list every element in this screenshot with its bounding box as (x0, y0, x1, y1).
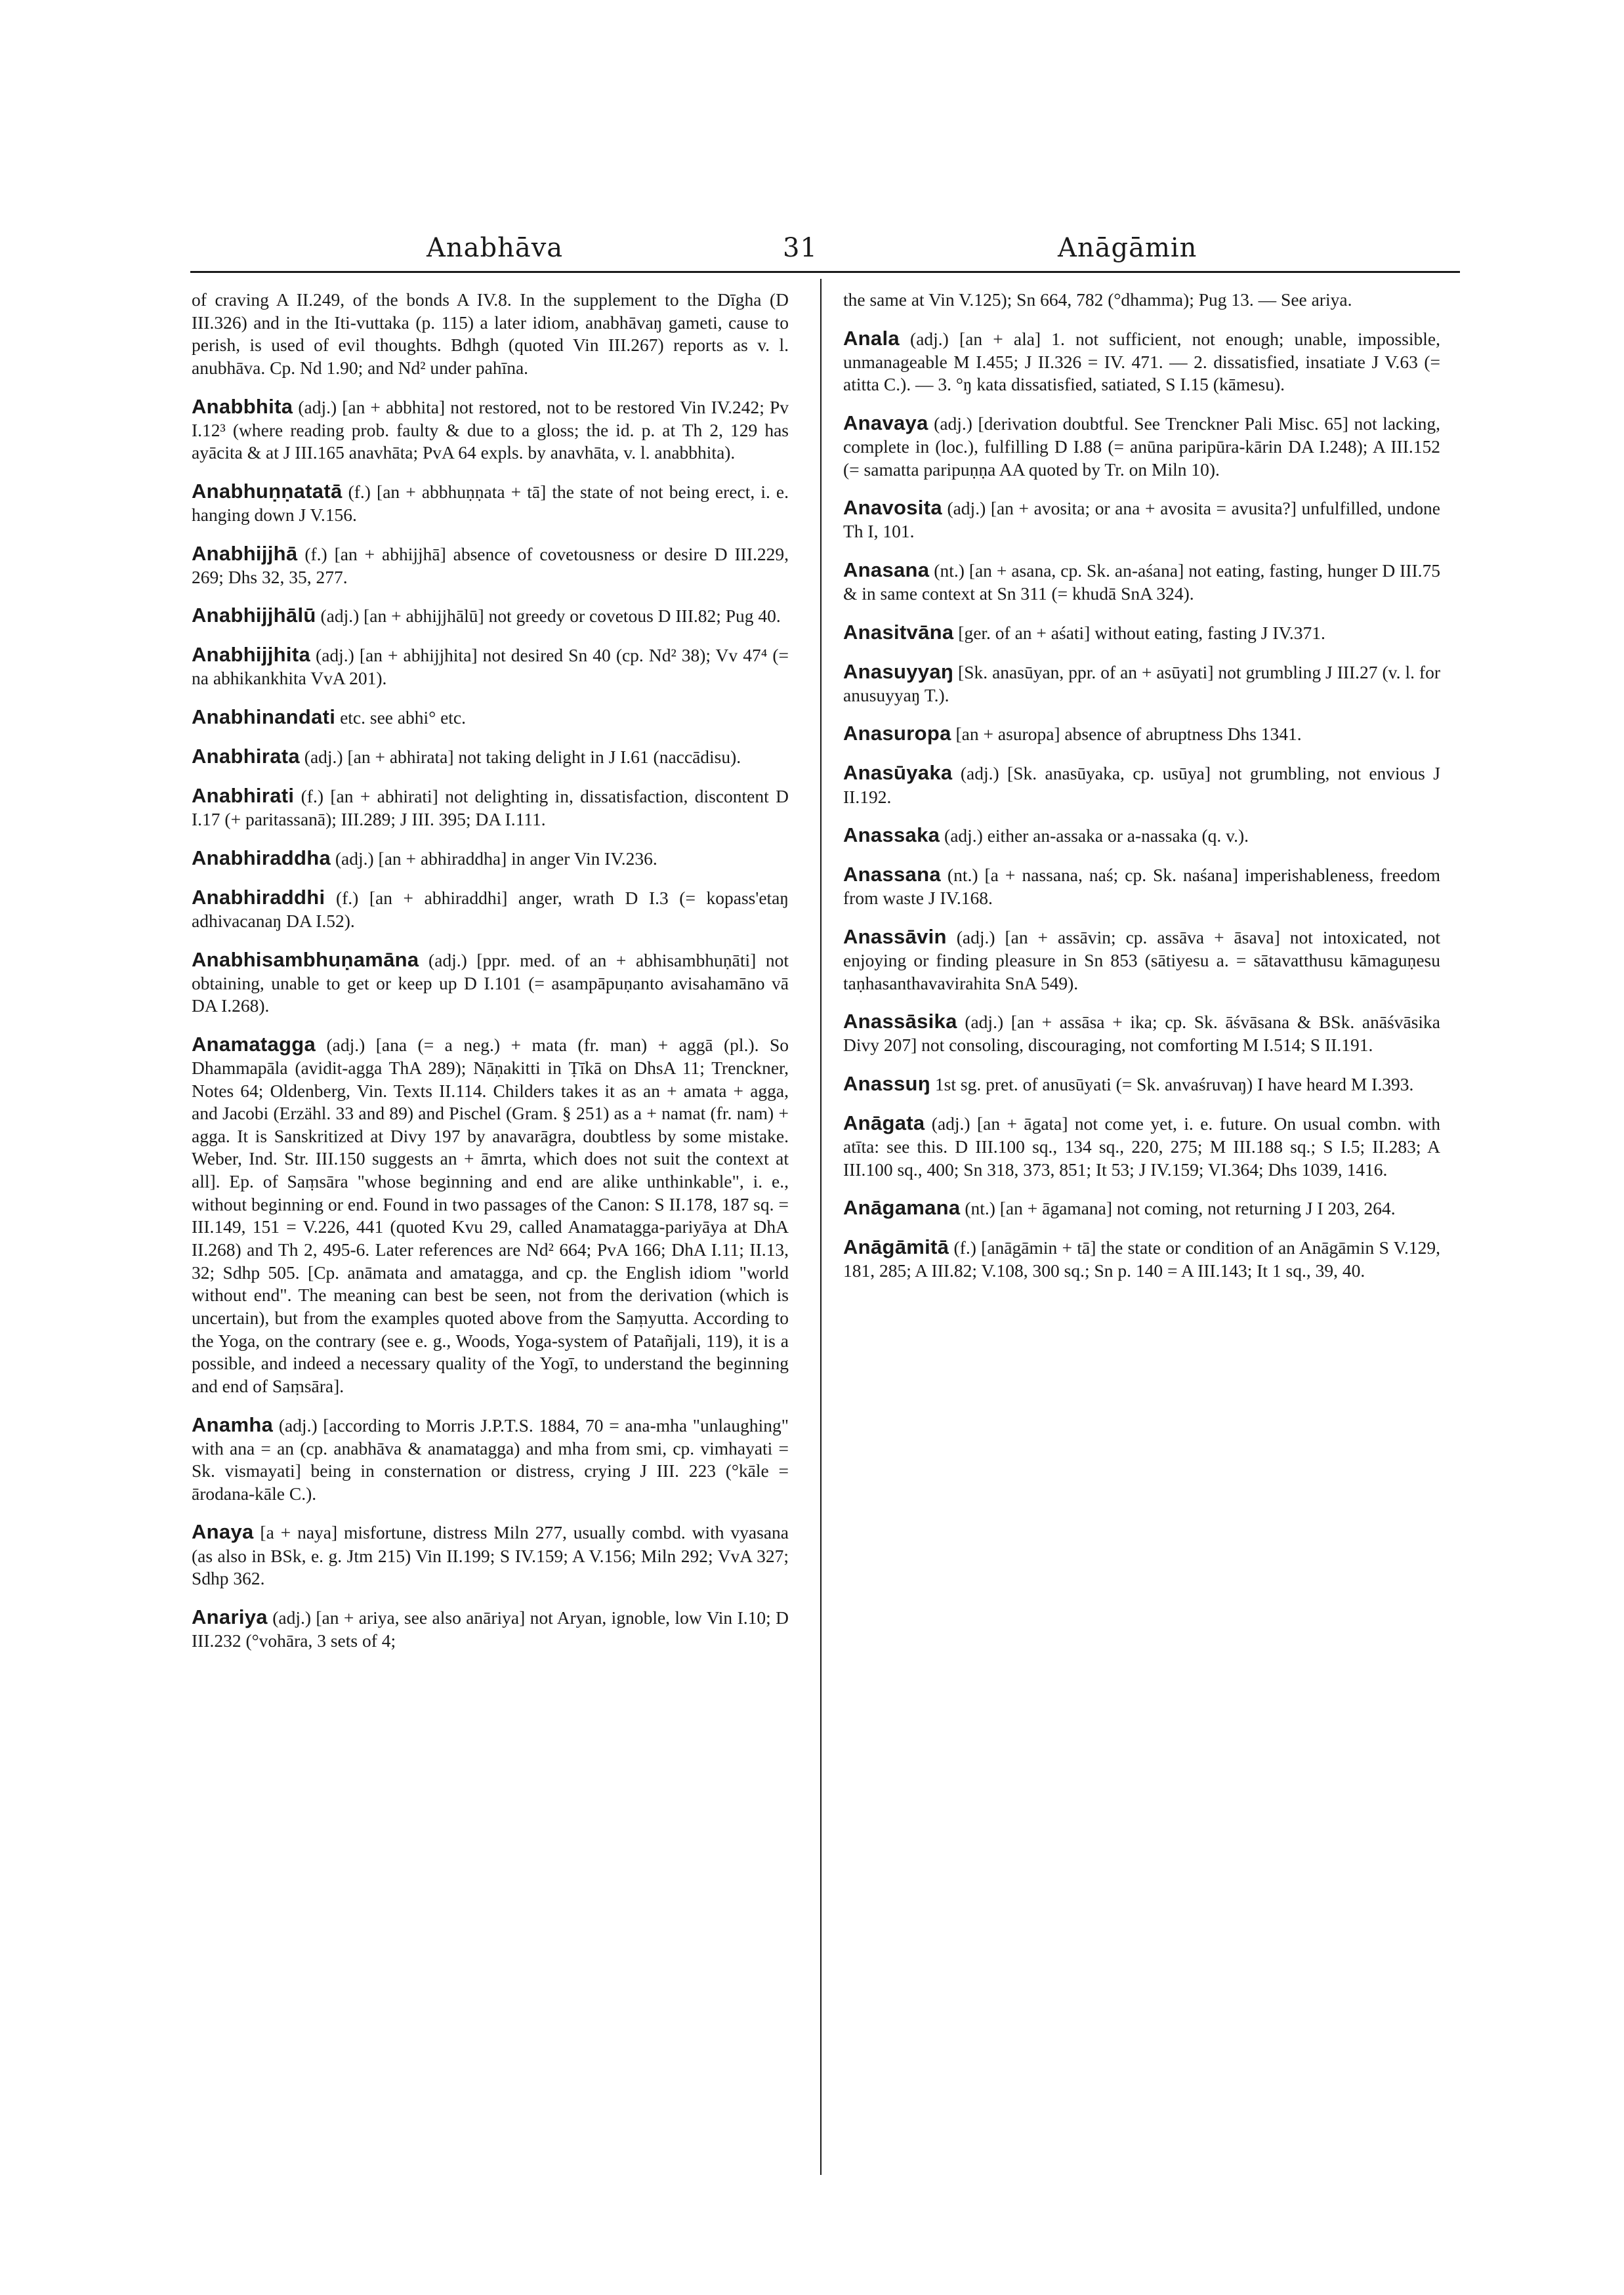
headword: Anala (843, 326, 900, 350)
left-column (192, 289, 789, 1666)
dictionary-entry (843, 495, 1440, 543)
dictionary-entry (192, 947, 789, 1018)
definition: (adj.) [ana (= a neg.) + mata (fr. man) + aggā (pl.). So Dhammapāla (avidit-agga ThA 289); Nāṇakitti in Ṭīkā on DhsA 11; Trenckner, Notes 64; Oldenberg, Vin. Texts II.114. Childers takes it as an + amata + agga, and Jacobi (Erzähl. 33 and 89) and Pischel (Gram. § 251) as a + namat (fr. nam) + agga. It is Sanskritized at Divy 197 by anavarāgra, doubtless by some mistake. Weber, Ind. Str. III.150 suggests an + āmrta, which does not suit the context at all]. Ep. of Saṃsāra "whose beginning and end are alike unthinkable", i. e., without beginning or end. Found in two passages of the Canon: S II.178, 187 sq. = III.149, 151 = V.226, 441 (quoted Kvu 29, called Anamatagga-pariyāya at DhA II.268) and Th 2, 495-6. Later references are Nd² 664; PvA 166; DhA I.11; II.13, 32; Sdhp 505. [Cp. anāmata and amatagga, and cp. the English idiom "world without end". The meaning can best be seen, not from the derivation (which is uncertain), but from the examples quoted above from the Saṃyutta. According to the Yoga, on the contrary (see e. g., Woods, Yoga-system of Patañjali, 119), it is a possible, and indeed a necessary quality of the Yogī, to understand the beginning and end of Saṃsāra]. (192, 1034, 789, 1396)
dictionary-entry (843, 410, 1440, 481)
dictionary-entry (843, 1195, 1440, 1220)
dictionary-entry (843, 619, 1440, 645)
headword: Anassana (843, 863, 941, 886)
definition: (adj.) [an + abhijjhita] not desired Sn 40 (cp. Nd² 38); Vv 47⁴ (= na abhikankhita VvA 201). (192, 645, 789, 689)
dictionary-entry (192, 1519, 789, 1590)
definition: (adj.) [an + avosita; or ana + avosita = avusita?] unfulfilled, undone Th I, 101. (843, 498, 1440, 542)
dictionary-entry (843, 1234, 1440, 1283)
definition: (adj.) [an + abhirata] not taking delight in J I.61 (naccādisu). (299, 747, 741, 768)
headword: Anabhiraddhi (192, 885, 325, 909)
dictionary-entry (192, 478, 789, 527)
headword: Anassaka (843, 823, 940, 847)
headword: Anamatagga (192, 1032, 316, 1056)
definition: (nt.) [an + āgamana] not coming, not returning J I 203, 264. (960, 1198, 1396, 1219)
dictionary-entry (192, 394, 789, 465)
continuation-text: the same at Vin V.125); Sn 664, 782 (°dhamma); Pug 13. — See ariya. (843, 289, 1352, 310)
headword: Anasūyaka (843, 761, 953, 785)
dictionary-entry (192, 704, 789, 730)
dictionary-entry (192, 1031, 789, 1398)
headword: Anabhinandati (192, 705, 336, 728)
dictionary-entry (843, 822, 1440, 848)
dictionary-entry (843, 557, 1440, 606)
dictionary-entry (192, 541, 789, 589)
dictionary-entry (192, 743, 789, 769)
definition: [Sk. anasūyan, ppr. of an + asūyati] not grumbling J III.27 (v. l. for anusuyyaŋ T.). (843, 661, 1440, 705)
definition: etc. see abhi° etc. (335, 707, 466, 728)
headword: Anariya (192, 1605, 268, 1628)
headword: Anasitvāna (843, 620, 954, 644)
column-divider (820, 279, 822, 2175)
dictionary-entry (843, 760, 1440, 808)
definition: 1st sg. pret. of anusūyati (= Sk. anvaśruvaŋ) I have heard M I.393. (930, 1073, 1414, 1094)
definition: (adj.) [an + abbhita] not restored, not to be restored Vin IV.242; Pv I.12³ (where reading prob. faulty & due to a gloss; the id. p. at Th 2, 129 has ayācita & at J III.165 anavhāta; PvA 64 expls. by anavhāta, v. l. anabbhita). (192, 396, 789, 463)
headword: Anassāvin (843, 924, 947, 948)
dictionary-entry (192, 1604, 789, 1653)
definition: (adj.) [an + abhiraddha] in anger Vin IV.236. (331, 848, 657, 869)
headword: Anāgata (843, 1111, 925, 1134)
definition: (adj.) [ppr. med. of an + abhisambhuṇāti] not obtaining, unable to get or keep up D I.101 (= asampāpuṇanto avisahamāno vā DA I.268). (192, 949, 789, 1016)
headword: Anamha (192, 1413, 274, 1436)
definition: (f.) [an + abbhuṇṇata + tā] the state of not being erect, i. e. hanging down J V.156. (192, 481, 789, 525)
headword: Anāgamana (843, 1196, 961, 1220)
page-number: 31 (783, 233, 818, 263)
dictionary-entry (843, 325, 1440, 396)
headword: Anaya (192, 1520, 254, 1544)
headword: Anasuyyaŋ (843, 659, 954, 683)
continuation-text: of craving A II.249, of the bonds A IV.8. In the supplement to the Dīgha (D III.326) and in the Iti-vuttaka (p. 115) a later idiom, anabhāvaŋ gameti, cause to perish, is used of evil thoughts. Bdhgh (quoted Vin III.267) reports as v. l. anubhāva. Cp. Nd 1.90; and Nd² under pahīna. (192, 289, 789, 378)
definition: (f.) [anāgāmin + tā] the state or condition of an Anāgāmin S V.129, 181, 285; A III.82; V.108, 300 sq.; Sn p. 140 = A III.143; It 1 sq., 39, 40. (843, 1237, 1440, 1281)
headword: Anabhijjhālū (192, 604, 316, 627)
definition: (adj.) [an + assāsa + ika; cp. Sk. āśvāsana & BSk. anāśvāsika Divy 207] not consoling, discouraging, not comforting M I.514; S II.191. (843, 1012, 1440, 1056)
headword: Anabhirati (192, 784, 295, 808)
headword: Anabhuṇṇatatā (192, 479, 343, 503)
headword: Anasuropa (843, 722, 951, 745)
definition: [a + naya] misfortune, distress Miln 277, usually combd. with vyasana (as also in BSk, e. g. Jtm 215) Vin II.199; S IV.159; A V.156; Miln 292; VvA 327; Sdhp 362. (192, 1522, 789, 1589)
dictionary-entry (192, 783, 789, 831)
headword: Anassuŋ (843, 1071, 931, 1095)
headword: Anassāsika (843, 1010, 957, 1033)
definition: (adj.) [an + āgata] not come yet, i. e. future. On usual combn. with atīta: see this. D III.100 sq., 134 sq., 220, 275; M III.188 sq.; S I.5; II.283; A III.100 sq., 400; Sn 318, 373, 851; It 53; J IV.159; VI.364; Dhs 1039, 1416. (843, 1113, 1440, 1180)
definition: (adj.) [an + ariya, see also anāriya] not Aryan, ignoble, low Vin I.10; D III.232 (°vohāra, 3 sets of 4; (192, 1607, 789, 1651)
dictionary-entry (192, 642, 789, 690)
definition: (f.) [an + abhirati] not delighting in, dissatisfaction, discontent D I.17 (+ paritassanā); III.289; J III. 395; DA I.111. (192, 786, 789, 830)
definition: (f.) [an + abhiraddhi] anger, wrath D I.3 (= kopass'etaŋ adhivacanaŋ DA I.52). (192, 887, 789, 931)
definition: (nt.) [a + nassana, naś; cp. Sk. naśana] imperishableness, freedom from waste J IV.168. (843, 865, 1440, 909)
definition: (adj.) [an + assāvin; cp. assāva + āsava] not intoxicated, not enjoying or finding pleasure in Sn 853 (sātiyesu a. = sātavatthusu kāmaguṇesu taṇhasanthavavirahita SnA 549). (843, 926, 1440, 993)
dictionary-entry (843, 1110, 1440, 1181)
definition: (adj.) [Sk. anasūyaka, cp. usūya] not grumbling, not envious J II.192. (843, 763, 1440, 807)
dictionary-entry (843, 861, 1440, 910)
dictionary-entry (843, 720, 1440, 746)
dictionary-entry (192, 845, 789, 871)
headword: Anabhirata (192, 745, 300, 768)
definition: (adj.) either an-assaka or a-nassaka (q. v.). (940, 825, 1249, 846)
headword: Anabhijjhā (192, 541, 298, 565)
headword: Anavosita (843, 496, 942, 520)
right-column (843, 289, 1440, 1296)
headword: Anasana (843, 558, 930, 581)
definition: (f.) [an + abhijjhā] absence of covetousness or desire D III.229, 269; Dhs 32, 35, 277. (192, 543, 789, 587)
definition: [an + asuropa] absence of abruptness Dhs 1341. (951, 724, 1302, 745)
dictionary-entry (192, 602, 789, 628)
dictionary-entry (843, 924, 1440, 995)
header-rule (190, 271, 1460, 273)
definition: (adj.) [an + ala] 1. not sufficient, not enough; unable, impossible, unmanageable M I.455; J II.326 = IV. 471. — 2. dissatisfied, insatiate J V.63 (= atitta C.). — 3. °ŋ kata dissatisfied, satiated, S I.15 (kāmesu). (843, 328, 1440, 395)
dictionary-entry (192, 884, 789, 933)
headword: Anabhijjhita (192, 643, 310, 667)
definition: (adj.) [derivation doubtful. See Trenckner Pali Misc. 65] not lacking, complete in (loc.), fulfilling D I.88 (= anūna paripūra-kārin DA I.248); A III.152 (= samatta paripuṇṇa AA quoted by Tr. on Miln 10). (843, 413, 1440, 480)
headword: Anabhiraddha (192, 846, 331, 869)
definition: (adj.) [an + abhijjhālū] not greedy or covetous D III.82; Pug 40. (316, 606, 781, 627)
dictionary-entry (843, 1071, 1440, 1096)
headword: Anāgāmitā (843, 1235, 949, 1259)
dictionary-entry (843, 1008, 1440, 1057)
dictionary-entry (192, 1412, 789, 1506)
headword: Anavaya (843, 411, 928, 434)
definition: (nt.) [an + asana, cp. Sk. an-aśana] not eating, fasting, hunger D III.75 & in same context at Sn 311 (= khudā SnA 324). (843, 560, 1440, 604)
headword: Anabhisambhuṇamāna (192, 947, 419, 971)
running-head-right: Anāgāmin (1058, 233, 1197, 263)
definition: [ger. of an + aśati] without eating, fasting J IV.371. (953, 622, 1325, 643)
definition: (adj.) [according to Morris J.P.T.S. 1884, 70 = ana-mha "unlaughing" with ana = an (cp. anabhāva & anamatagga) and mha from smi, cp. vimhayati = Sk. vismayati] being in consternation or distress, crying J III. 223 (°kāle = ārodana-kāle C.). (192, 1415, 789, 1504)
running-head-left: Anabhāva (427, 233, 564, 263)
dictionary-entry (843, 659, 1440, 707)
headword: Anabbhita (192, 394, 293, 418)
